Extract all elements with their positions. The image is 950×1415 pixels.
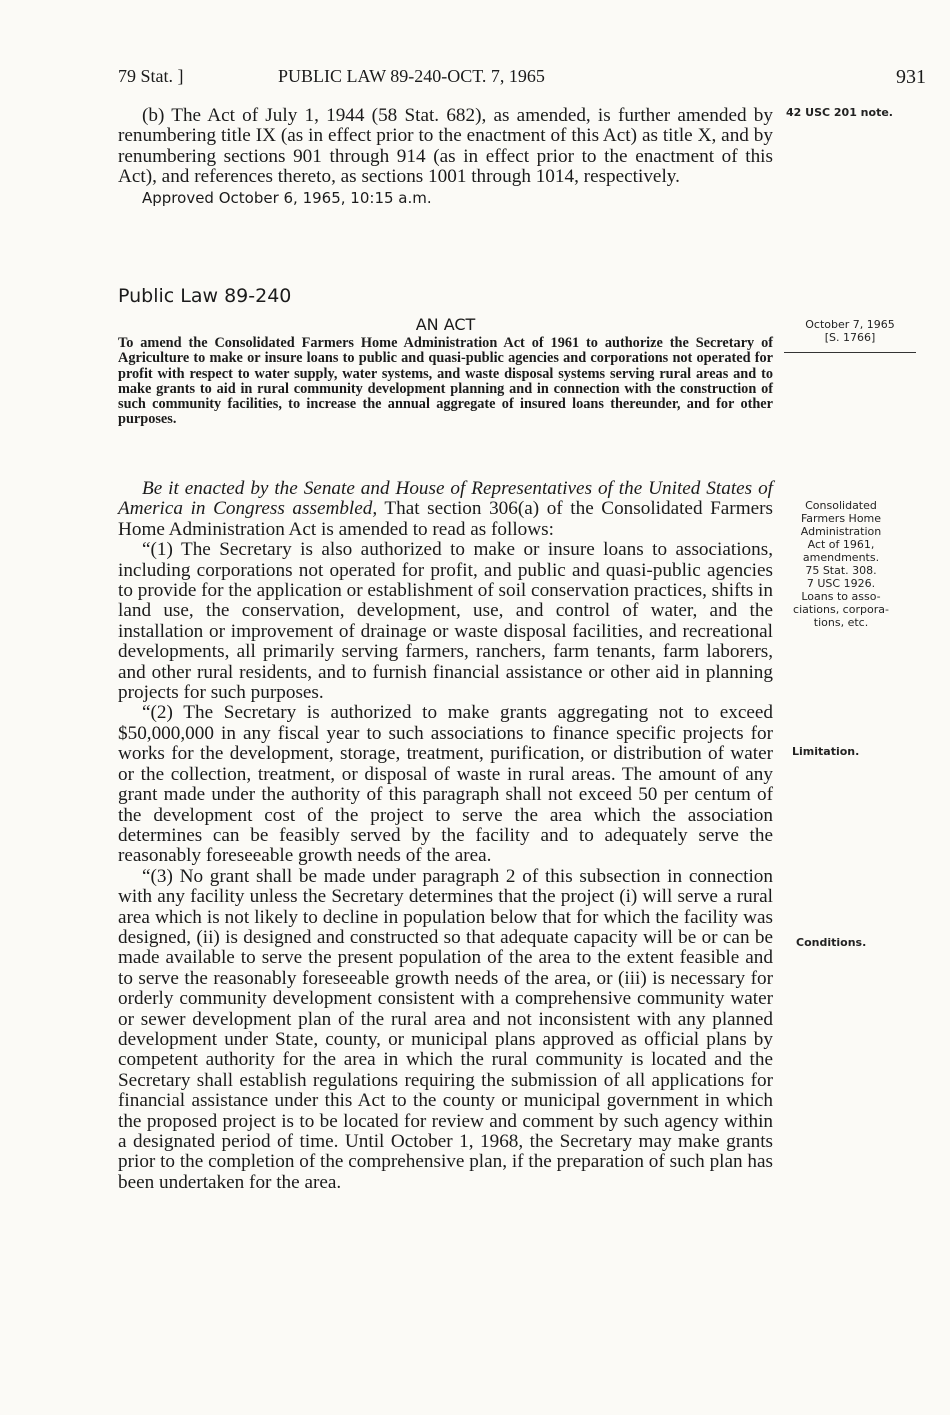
- act-purpose: To amend the Consolidated Farmers Home Administration Act of 1961 to authorize the Secretary of Agriculture to make or insure loans to public and quasi-public agencies and corporations not operated for profit with respect to water supply, water systems, and waste disposal systems serving rural areas and to make grants to aid in rural community development planning and in connection with the construction of such community facilities, to increase the annual aggregate of insured loans thereunder, and for other purposes.: [118, 335, 773, 428]
- paragraph-2: “(2) The Secretary is authorized to make grants aggregating not to exceed $50,000,000 in any fiscal year to such associations to finance specific projects for works for the development, storage, treatment, purification, or distribution of water or the collection, treatment, or disposal of waste in rural areas. The amount of any grant made under the authority of this paragraph shall not exceed 50 per centum of the development cost of the project to serve the area which the association determines can be feasibly served by the facility and to adequately serve the reasonably foreseeable growth needs of the area.: [118, 702, 773, 867]
- bill-number: [S. 1766]: [824, 331, 876, 344]
- margin-line: 7 USC 1926.: [806, 577, 876, 590]
- margin-line: tions, etc.: [813, 616, 869, 629]
- running-header: [118, 66, 926, 92]
- margin-line: Administration: [800, 525, 882, 538]
- header-stat-reference: 79 Stat. ]: [118, 66, 184, 86]
- an-act-heading: AN ACT: [415, 315, 476, 334]
- page-number: 931: [896, 66, 926, 88]
- margin-line: Loans to asso-: [801, 590, 881, 603]
- margin-note-usc: 42 USC 201 note.: [786, 106, 893, 119]
- margin-line: amendments.: [802, 551, 880, 564]
- margin-note-amendments: [786, 499, 896, 629]
- act-body: [118, 479, 773, 1193]
- section-b-text: (b) The Act of July 1, 1944 (58 Stat. 682), as amended, is further amended by renumbering title IX (as in effect prior to the enactment of this Act) as title X, and by renumbering sections 901 through 914 (as in effect prior to the enactment of this Act), and references thereto, as sections 1001 through 1014, respectively.: [118, 105, 773, 188]
- paragraph-3: “(3) No grant shall be made under paragraph 2 of this subsection in connection with any facility unless the Secretary determines that the project (i) will serve a rural area which is not likely to decline in population below that for which the facility was designed, (ii) is designed and constructed so that adequate capacity will be or can be made available to serve the present population of the area to the extent feasible and to serve the reasonably foreseeable growth needs of the area, or (iii) is necessary for orderly community development consistent with a comprehensive community water or sewer development plan of the rural area and not inconsistent with any planned development under State, county, or municipal plans approved as official plans by competent authority for the area in which the rural community is located and the Secretary shall establish regulations requiring the submission of all applications for financial assistance under this Act to the county or municipal government in which the proposed project is to be located for review and comment by such agency within a designated period of time. Until October 1, 1968, the Secretary may make grants prior to the completion of the comprehensive plan, if the preparation of such plan has been undertaken for the area.: [118, 865, 773, 1193]
- margin-note-date: [786, 318, 914, 344]
- margin-line: Farmers Home: [800, 512, 882, 525]
- margin-line: ciations, corpora-: [793, 603, 889, 616]
- header-title: PUBLIC LAW 89-240-OCT. 7, 1965: [278, 66, 545, 86]
- enacting-clause: [118, 479, 773, 540]
- margin-line: Consolidated: [805, 499, 877, 512]
- section-b: [118, 106, 773, 208]
- margin-note-conditions: Conditions.: [796, 936, 867, 949]
- margin-note-limitation: Limitation.: [792, 745, 860, 758]
- enacting-rest: That section 306(a) of the Consolidated Farmers Home Administration Act is amended to read as follows:: [118, 498, 773, 540]
- public-law-title: Public Law 89-240: [118, 285, 292, 307]
- paragraph-1: “(1) The Secretary is also authorized to make or insure loans to associations, including corporations not operated for profit, and public and quasi-public agencies to provide for the application or establishment of soil conservation practices, shifts in land use, the conservation, development, use, and control of water, and the installation or improvement of drainage or waste disposal facilities, and recreational developments, all primarily serving farmers, ranchers, farm tenants, farm laborers, and other rural residents, and to furnish financial assistance or other aid in planning projects for such purposes.: [118, 539, 773, 704]
- margin-line: 75 Stat. 308.: [805, 564, 877, 577]
- enacting-italic: Be it enacted by the Senate and House of Representatives of the United States of America in Congress assembled,: [118, 478, 773, 520]
- approval-date: Approved October 6, 1965, 10:15 a.m.: [142, 188, 432, 207]
- enactment-date: October 7, 1965: [805, 318, 895, 331]
- margin-line: Act of 1961,: [807, 538, 875, 551]
- divider-rule: [784, 352, 916, 353]
